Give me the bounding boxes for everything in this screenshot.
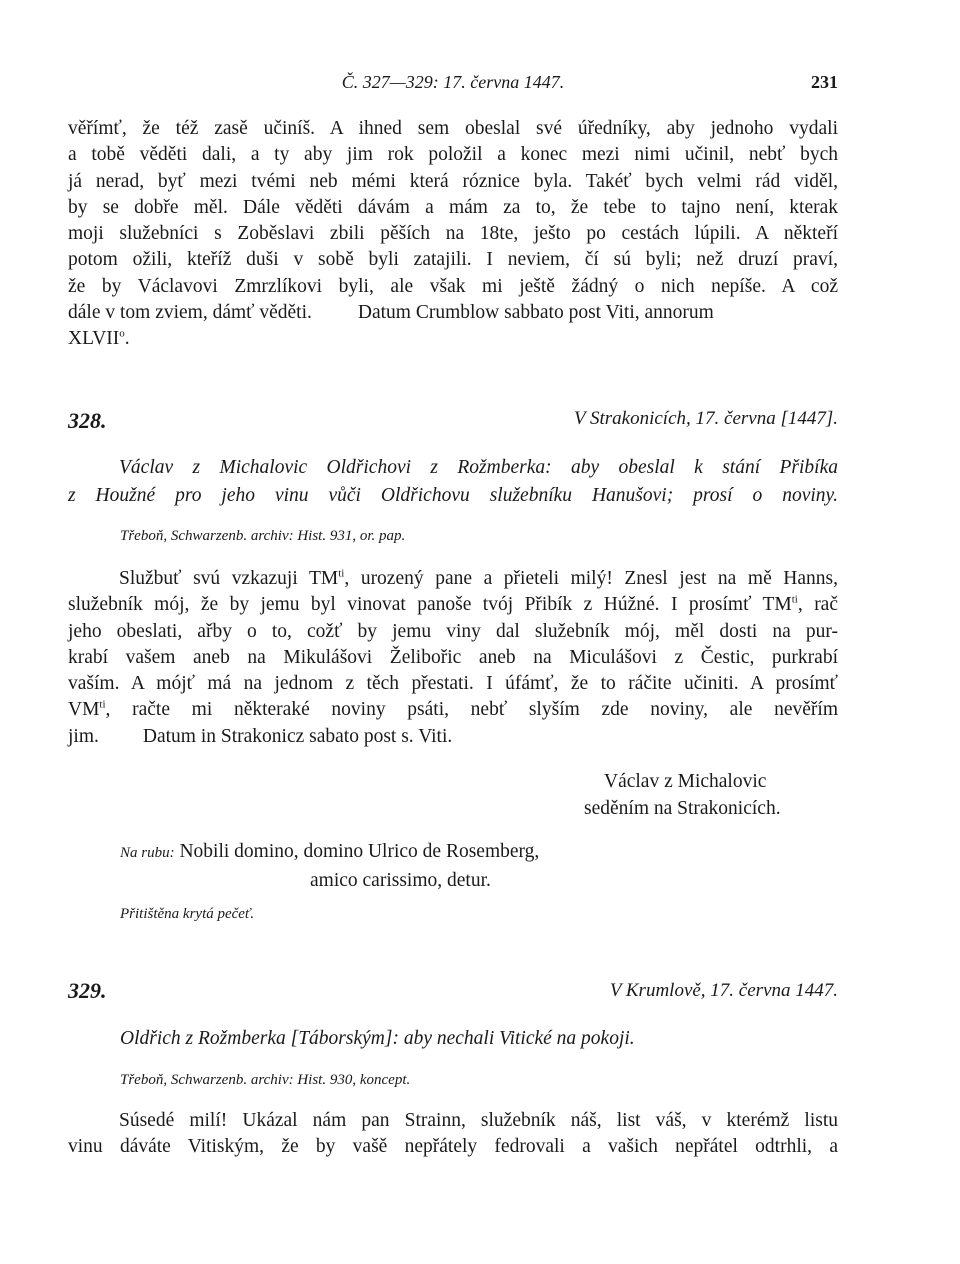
summary-line: Václav z Michalovic Oldřichovi z Rožmberka: aby obeslal k stání Přibíka [119,457,838,478]
text-line [68,566,838,592]
text-line: Súsedé milí! Ukázal nám pan Strainn, služebník náš, list váš, v kterémž listu [119,1110,838,1131]
year-numeral: XLVII [68,328,120,350]
text-line: vaším. A mójť má na jednom z těch přestati. I úfámť, že to ráčite učiniti. A prosímť [68,673,838,695]
text-fragment: jim. [68,725,99,747]
place-date-329: V Krumlově, 17. června 1447. [609,980,838,1001]
text-line: a tobě věděti dali, a ty aby jim rok položil a konec mezi nimi učinil, nebť bych [68,144,838,166]
year-end: . [124,328,130,350]
address-328 [120,838,539,895]
address-text: Nobili domino, domino Ulrico de Rosemberg, [179,841,540,862]
text-line [68,592,838,618]
text-line [68,300,838,326]
address-line: amico carissimo, detur. [310,870,491,891]
text-line: potom ožili, kteříž duši v sobě byli zatajili. I neviem, čí sú byli; než druzí praví, [68,249,838,271]
text-fragment: , rač [797,594,838,616]
summary-329: Oldřich z Rožmberka [Táborským]: aby nechali Vitické na pokoji. [120,1028,635,1049]
text-line [68,724,838,750]
text-line: krabí vašem aneb na Mikulášovi Želibořic aneb na Miculášovi z Čestic, purkrabí [68,646,838,668]
datum-line: Datum Crumblow sabbato post Viti, annorum [357,302,714,324]
text-fragment: služebník mój, že by jemu byl vinovat panoše tvój Přibík z Húžné. I prosímť TM [68,594,792,616]
signature-line: seděním na Strakonicích. [584,798,781,819]
address-label: Na rubu: [120,845,175,861]
text-line: vinu dáváte Vitiským, že by vašě nepřátely fedrovali a vašich nepřátel odtrhli, a [68,1136,838,1158]
letter-328-body [68,566,838,750]
summary-328 [68,454,838,510]
header-title: Č. 327—329: 17. června 1447. [341,72,565,92]
year-superscript: o [119,327,125,340]
datum-line: Datum in Strakonicz sabato post s. Viti. [142,725,453,747]
text-fragment: , urozený pane a přieteli milý! Znesl jest na mě Hanns, [344,568,838,589]
signature-328 [584,768,781,822]
text-line: by se dobře měl. Dále věděti dávám a mám za to, že tebe to tajno není, kterak [68,196,838,218]
letter-327-continuation [68,116,838,353]
text-fragment: , račte mi některaké noviny psáti, nebť slyším zde noviny, ale nevěřím [105,699,838,721]
text-fragment: Službuť svú vzkazuji TM [119,568,339,589]
doc-number-329: 329. [68,978,107,1003]
page-number: 231 [811,72,838,92]
text-line: věřímť, že též zasě učiníš. A ihned sem obeslal své úředníky, aby jednoho vydali [68,118,838,139]
text-line: že by Václavovi Zmrzlíkovi byli, ale však mi ještě žádný o nich nepíše. A což [68,275,838,297]
source-329: Třeboň, Schwarzenb. archiv: Hist. 930, koncept. [120,1072,411,1088]
summary-line: z Houžné pro jeho vinu vůči Oldřichovu služebníku Hanušovi; prosí o noviny. [68,485,838,506]
superscript: ti [99,698,106,711]
superscript: ti [338,567,345,580]
address-line [120,838,539,867]
text-line [68,697,838,723]
running-header [68,72,838,96]
letter-329-body [68,1108,838,1161]
seal-note-328: Přitištěna krytá pečeť. [120,906,255,922]
year-line [68,326,838,352]
text-line: jeho obeslati, ařby o to, cožť by jemu viny dal služebník mój, měl dosti na pur- [68,620,838,642]
superscript: ti [791,593,798,606]
text-fragment: VM [68,699,100,721]
place-date-328: V Strakonicích, 17. června [1447]. [573,408,838,429]
doc-number-328: 328. [68,408,107,433]
text-line: já nerad, byť mezi tvémi neb mémi která róznice byla. Takéť bych velmi rád viděl, [68,170,838,192]
text-fragment: dále v tom zviem, dámť věděti. [68,302,312,324]
source-328: Třeboň, Schwarzenb. archiv: Hist. 931, or. pap. [120,528,406,544]
signature-line: Václav z Michalovic [604,771,767,792]
text-line: moji služebníci s Zoběslavi zbili pěších na 18te, ješto po cestách lúpili. A někteří [68,223,838,245]
